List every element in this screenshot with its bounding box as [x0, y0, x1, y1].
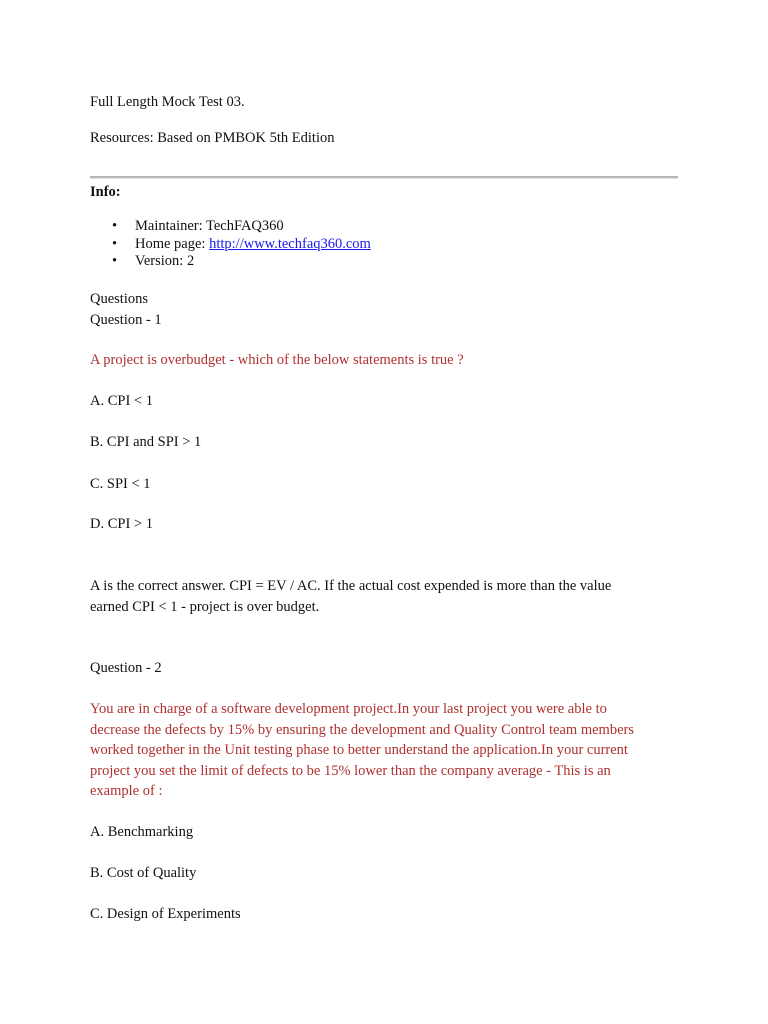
resources-line: Resources: Based on PMBOK 5th Edition [90, 130, 335, 146]
question-1-label: Question - 1 [90, 312, 162, 328]
list-item [90, 218, 371, 236]
question-1-option-d: D. CPI > 1 [90, 516, 153, 532]
bullet-icon: • [112, 253, 118, 269]
info-heading: Info: [90, 184, 121, 200]
question-2-option-b: B. Cost of Quality [90, 865, 197, 881]
homepage-label: Home page: [135, 235, 210, 252]
maintainer-text: Maintainer: TechFAQ360 [135, 218, 284, 234]
list-item [90, 236, 371, 254]
horizontal-divider [90, 176, 678, 179]
question-1-answer: A is the correct answer. CPI = EV / AC. If the actual cost expended is more than the value earned CPI < 1 - project is over budget. [90, 578, 612, 615]
info-list [90, 218, 371, 271]
bullet-icon: • [112, 218, 118, 234]
question-1-text: A project is overbudget - which of the below statements is true ? [90, 352, 464, 368]
bullet-icon: • [112, 235, 118, 252]
question-1-option-c: C. SPI < 1 [90, 476, 151, 492]
homepage-link[interactable]: http://www.techfaq360.com [209, 235, 371, 252]
question-2-text: You are in charge of a software development project.In your last project you were able to decrease the defects by 15% by ensuring the development and Quality Control team members worked together in the Unit testing phase to better understand the application.In your current project you set the limit of defects to be 15% lower than the company average - This is an example of : [90, 701, 634, 799]
question-2-label: Question - 2 [90, 660, 162, 676]
questions-heading: Questions [90, 291, 148, 307]
question-1-option-a: A. CPI < 1 [90, 393, 153, 409]
question-2-option-c: C. Design of Experiments [90, 906, 241, 922]
question-1-option-b: B. CPI and SPI > 1 [90, 434, 202, 450]
question-2-option-a: A. Benchmarking [90, 824, 194, 840]
document-title: Full Length Mock Test 03. [90, 94, 245, 110]
version-text: Version: 2 [135, 253, 195, 269]
list-item [90, 253, 371, 271]
